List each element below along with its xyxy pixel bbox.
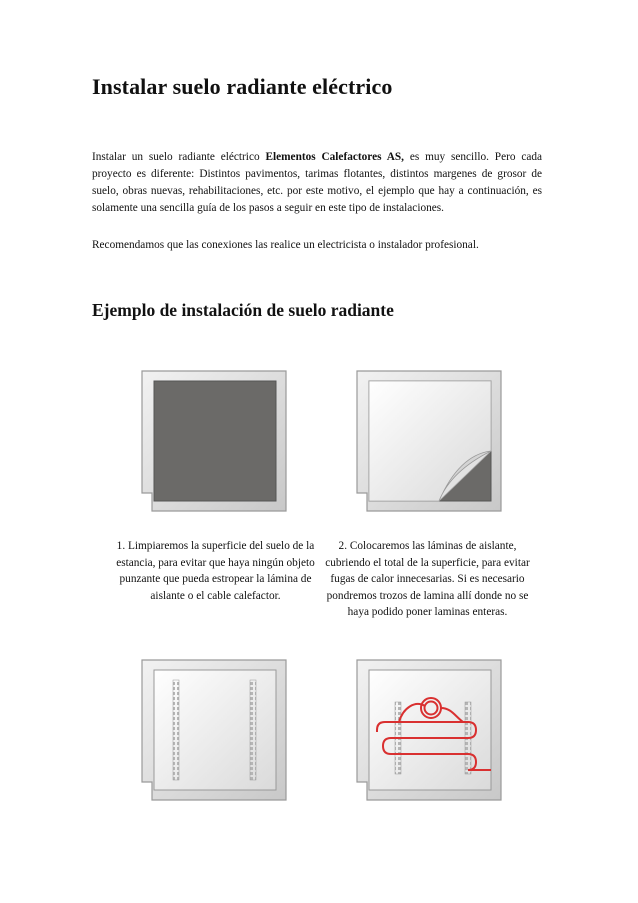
recommendation-paragraph: Recomendamos que las conexiones las realice un electricista o instalador profesional.	[92, 239, 479, 251]
intro-text-after: es muy sencillo. Pero cada proyecto es diferente: Distintos pavimentos, tarimas flotantes, distintos margenes de grosor de suelo, obras nuevas, rehabilitaciones, etc. por este motivo, el ejemplo que hay a continuación, es solamente una sencilla guía de los pasos a seguir en este tipo de instalaciones.	[92, 151, 543, 214]
brand-name: Elementos Calefactores AS,	[265, 151, 404, 163]
section-title: Ejemplo de instalación de suelo radiante	[92, 300, 394, 320]
step-caption-2: 2. Colocaremos las láminas de aislante, cubriendo el total de la superficie, para evitar fugas de calor innecesarias. Si es necesario pondremos trozos de lamina allí donde no se haya podido poner laminas enteras.	[325, 540, 530, 618]
figure-clean-floor	[140, 367, 290, 517]
intro-text-before: Instalar un suelo radiante eléctrico	[92, 151, 260, 163]
step-caption-1: 1. Limpiaremos la superficie del suelo de la estancia, para evitar que haya ningún objeto punzante que pueda estropear la lámina de aislante o el cable calefactor.	[116, 540, 315, 602]
intro-paragraph	[92, 149, 542, 217]
figure-mounting-strips	[140, 656, 290, 806]
figure-insulation-sheet	[355, 367, 505, 517]
page-title: Instalar suelo radiante eléctrico	[92, 74, 393, 99]
figure-heating-cable	[355, 656, 505, 806]
